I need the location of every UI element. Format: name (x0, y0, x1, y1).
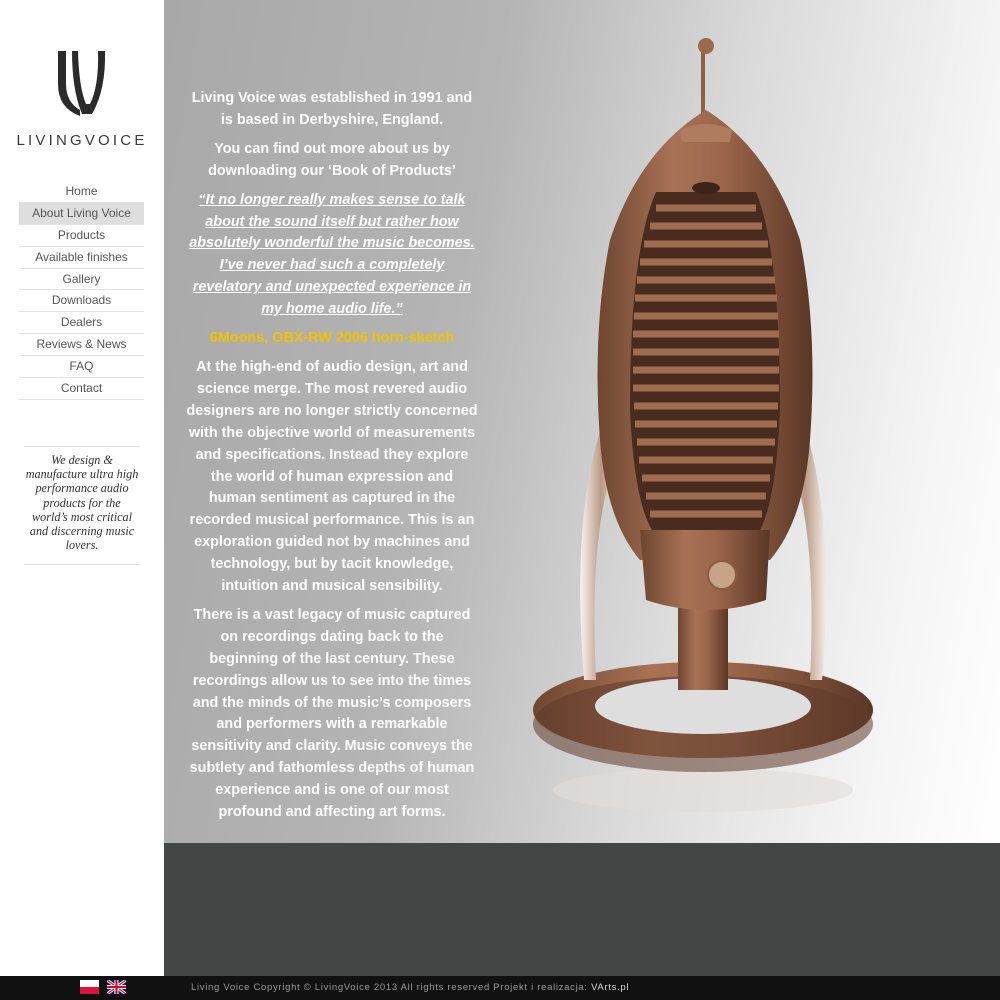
about-paragraph-2: There is a vast legacy of music captured on recordings dating back to the beginning of the last century. These recordings allow us to see into the times and the minds of the music’s composers and performers with a remarkable sensitivity and clarity. Music conveys the subtlety and fathomless depths of human experience and is one of our most profound and affecting art forms. (189, 606, 475, 821)
flag-pl-icon[interactable] (80, 980, 99, 994)
book-of-products-text[interactable]: You can find out more about us by downloading our ‘Book of Products’ (208, 140, 456, 179)
nav-item-faq[interactable]: FAQ (19, 356, 144, 378)
nav-item-available-finishes[interactable]: Available finishes (19, 247, 144, 269)
nav-item-gallery[interactable]: Gallery (19, 269, 144, 291)
nav-item-downloads[interactable]: Downloads (19, 290, 144, 312)
nav-item-home[interactable]: Home (19, 181, 144, 203)
nav-item-reviews-news[interactable]: Reviews & News (19, 334, 144, 356)
dark-band (164, 843, 1000, 976)
about-text-column (186, 88, 478, 831)
flag-uk-icon[interactable] (107, 980, 126, 994)
sidebar (0, 0, 164, 976)
rocket-speaker-image (530, 30, 880, 830)
company-tagline: We design & manufacture ultra high performance audio products for the world’s most critical and discerning music lovers. (24, 446, 140, 565)
main-nav (19, 181, 144, 400)
copyright-text (191, 982, 629, 993)
intro-text: Living Voice was established in 1991 and is based in Derbyshire, England. (191, 90, 473, 128)
nav-item-contact[interactable]: Contact (19, 378, 144, 400)
nav-item-dealers[interactable]: Dealers (19, 312, 144, 334)
about-paragraph-1: At the high-end of audio design, art and science merge. The most revered audio designers are no longer strictly concerned with the objective world of measurements and specifications. Instead they explore the world of human expression and human sentiment as captured in the recorded musical performance. This is an exploration guided not by machines and technology, but by tacit knowledge, intuition and musical sensibility. (186, 358, 478, 595)
nav-item-products[interactable]: Products (19, 225, 144, 247)
lv-monogram-icon (52, 46, 112, 118)
review-quote[interactable]: “It no longer really makes sense to talk about the sound itself but rather how absolutely wonderful the music becomes. I’ve never had such a completely revelatory and unexpected experience in my home audio life.” (189, 191, 475, 318)
credit-link[interactable]: VArts.pl (591, 982, 630, 993)
copyright-label: Living Voice Copyright © LivingVoice 2013 All rights reserved Projekt i realizacja: (191, 982, 588, 993)
site-logo[interactable] (0, 40, 164, 150)
quote-source: 6Moons, OBX-RW 2006 horn-sketch (209, 330, 455, 347)
nav-item-about-living-voice[interactable]: About Living Voice (19, 203, 144, 225)
logo-wordmark: LIVINGVOICE (16, 132, 148, 149)
